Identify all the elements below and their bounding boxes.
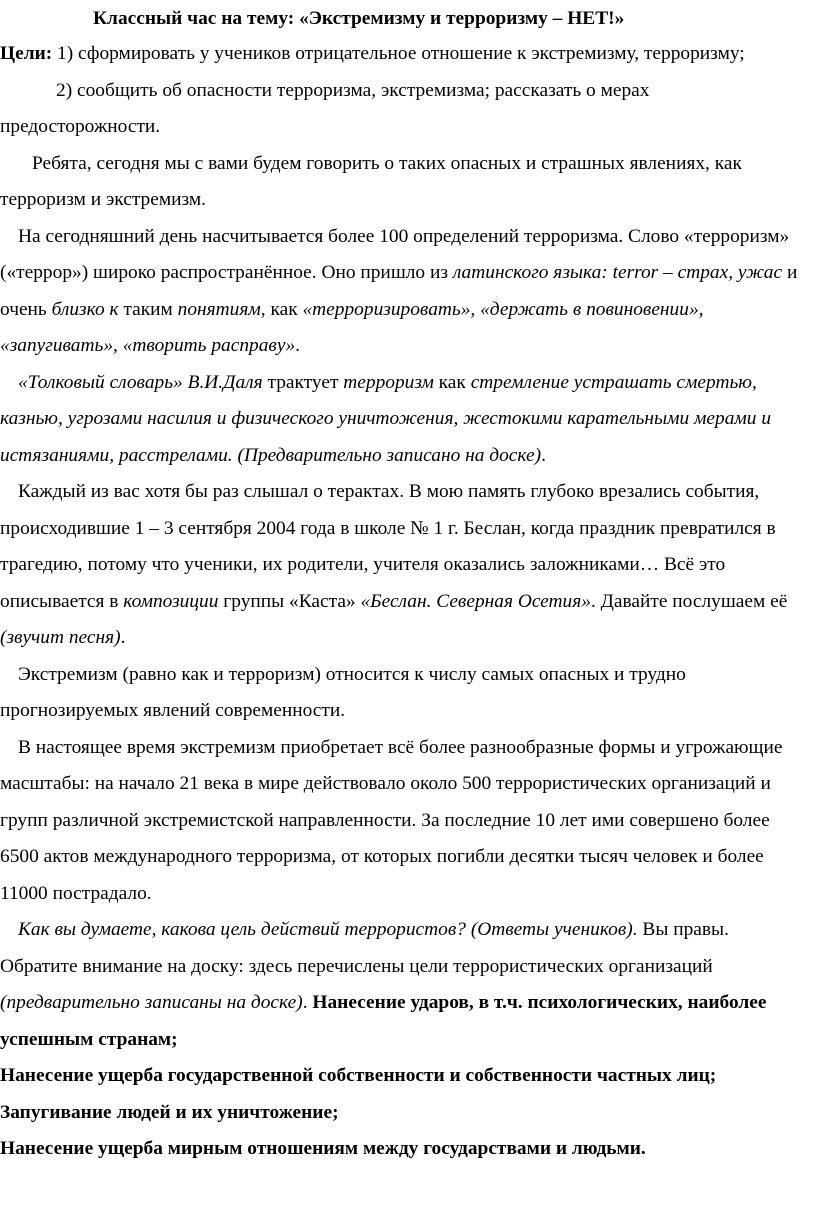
question-paragraph — [0, 912, 806, 1058]
document-title: Классный час на тему: «Экстремизму и терроризму – НЕТ!» — [93, 8, 625, 29]
text-run: . — [541, 444, 546, 466]
italic-run: (звучит песня) — [0, 627, 121, 648]
text-run: . — [295, 335, 300, 356]
italic-run: близко к — [51, 298, 119, 320]
italic-run: (предварительно записаны на доске) — [0, 992, 303, 1013]
goal-2: 2) сообщить об опасности терроризма, экстремизма; рассказать о мерах предосторожности. — [0, 79, 650, 137]
goals-paragraph — [0, 36, 806, 73]
italic-run: понятиям — [177, 298, 261, 320]
goals-label: Цели: — [0, 43, 53, 64]
text-run: трактует — [262, 371, 344, 393]
intro-paragraph: Ребята, сегодня мы с вами будем говорить о таких опасных и страшных явлениях, как терроризм и экстремизм. — [0, 152, 742, 210]
beslan-paragraph — [0, 474, 806, 657]
extremism-paragraph: Экстремизм (равно как и терроризм) относится к числу самых опасных и трудно прогнозируемых явлений современности. — [0, 663, 686, 721]
text-run: группы «Каста» — [218, 590, 361, 612]
text-run: Каждый из вас хотя бы раз слышал о терактах. В мою память глубоко врезались события, происходившие 1 – 3 сентября 2004 года в школе № 1 г. Беслан, когда праздник превратился в трагедию, потому что ученики, их родители, учителя оказались заложниками… Всё это описывается в — [0, 481, 776, 612]
goal-1: 1) сформировать у учеников отрицательное отношение к экстремизму, терроризму; — [52, 43, 745, 64]
text-run: . — [302, 992, 313, 1013]
aim-text: Запугивание людей и их уничтожение; — [0, 1101, 339, 1123]
italic-run: латинского языка: terror – страх, ужас — [452, 262, 783, 283]
scale-paragraph: В настоящее время экстремизм приобретает всё более разнообразные формы и угрожающие масштабы: на начало 21 века в мире действовало около 500 террористических организаций и групп различной экстремистской направленности. За последние 10 лет ими совершено более 6500 актов международного терроризма, от которых погибли десятки тысяч человек и более 11000 пострадало. — [0, 736, 783, 904]
definitions-paragraph — [0, 219, 806, 365]
text-run: На сегодняшний день насчитывается более 100 определений терроризма. Слово «терроризм» («террор») широко распространённое. Оно пришло из — [0, 225, 790, 283]
text-run: и очень — [0, 262, 798, 320]
italic-run: Как вы думаете, какова цель действий террористов? (Ответы учеников). — [18, 919, 638, 940]
italic-run: терроризм — [343, 371, 434, 393]
aim-item — [0, 1058, 806, 1095]
dahl-paragraph — [0, 365, 806, 475]
aim-item: Нанесение ударов, в т.ч. психологических, наиболее успешным странам; — [0, 992, 767, 1050]
aim-item — [0, 1131, 806, 1168]
italic-run: стремление устрашать смертью, казнью, угрозами насилия и физического уничтожения, жестокими карательными мерами и истязаниями, расстрелами. (Предварительно записано на доске) — [0, 371, 772, 466]
aim-text: Нанесение ущерба государственной собственности и собственности частных лиц; — [0, 1065, 717, 1086]
text-run: Вы правы. Обратите внимание на доску: здесь перечислены цели террористических организаций — [0, 919, 729, 977]
text-run: таким — [118, 298, 178, 320]
italic-run: «Толковый словарь» В.И.Даля — [18, 371, 263, 393]
italic-run: «терроризировать», «держать в повиновении», «запугивать», «творить расправу» — [0, 298, 704, 356]
italic-run: «Беслан. Северная Осетия» — [360, 590, 591, 612]
aim-text: Нанесение ущерба мирным отношениям между государствами и людьми. — [0, 1138, 646, 1159]
text-run: как — [433, 371, 471, 393]
text-run: . Давайте послушаем её — [590, 590, 788, 612]
text-run: . — [120, 627, 126, 648]
aim-item — [0, 1095, 806, 1132]
text-run: , как — [260, 298, 303, 320]
italic-run: композиции — [123, 590, 219, 612]
